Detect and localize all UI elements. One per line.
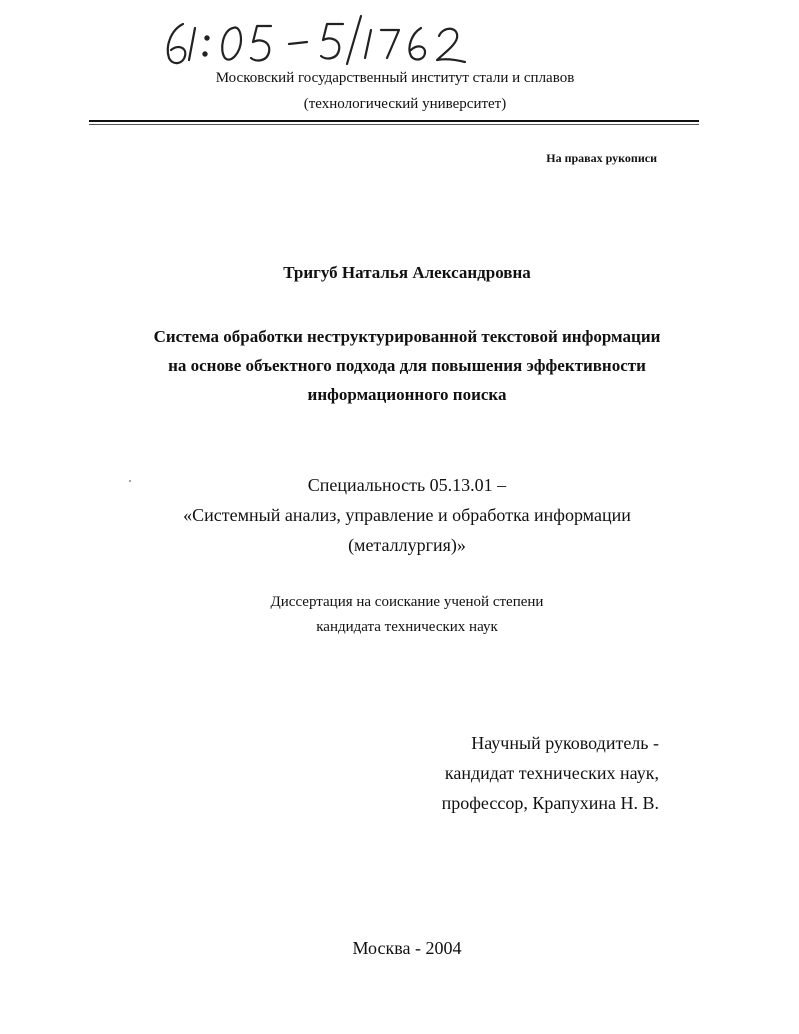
degree-line: Диссертация на соискание ученой степени <box>270 594 544 610</box>
header-divider-thin <box>89 124 699 125</box>
place-and-year: Москва - 2004 <box>352 938 462 958</box>
supervisor-line: кандидат технических наук, <box>444 763 659 783</box>
degree-block <box>90 590 724 640</box>
specialty-line: (металлургия)» <box>348 535 466 555</box>
specialty-line: Специальность 05.13.01 – <box>307 475 507 495</box>
header-divider <box>89 120 699 122</box>
supervisor-block <box>442 728 659 818</box>
specialty-block <box>90 470 724 560</box>
manuscript-rights-note: На правах рукописи <box>546 151 657 165</box>
handwritten-archive-number <box>155 8 495 74</box>
supervisor-line: Научный руководитель - <box>471 733 659 753</box>
institution-name: Московский государственный институт стали и сплавов <box>215 70 575 86</box>
author-name: Тригуб Наталья Александровна <box>283 263 531 282</box>
title-line: на основе объектного подхода для повышения эффективности <box>168 356 646 375</box>
institution-subtitle: (технологический университет) <box>303 96 507 112</box>
title-line: Система обработки неструктурированной текстовой информации <box>153 327 661 346</box>
specialty-line: «Системный анализ, управление и обработка информации <box>183 505 631 525</box>
supervisor-line: профессор, Крапухина Н. В. <box>441 793 659 813</box>
dissertation-title <box>90 322 724 409</box>
title-line: информационного поиска <box>307 385 507 404</box>
degree-line: кандидата технических наук <box>316 619 498 635</box>
